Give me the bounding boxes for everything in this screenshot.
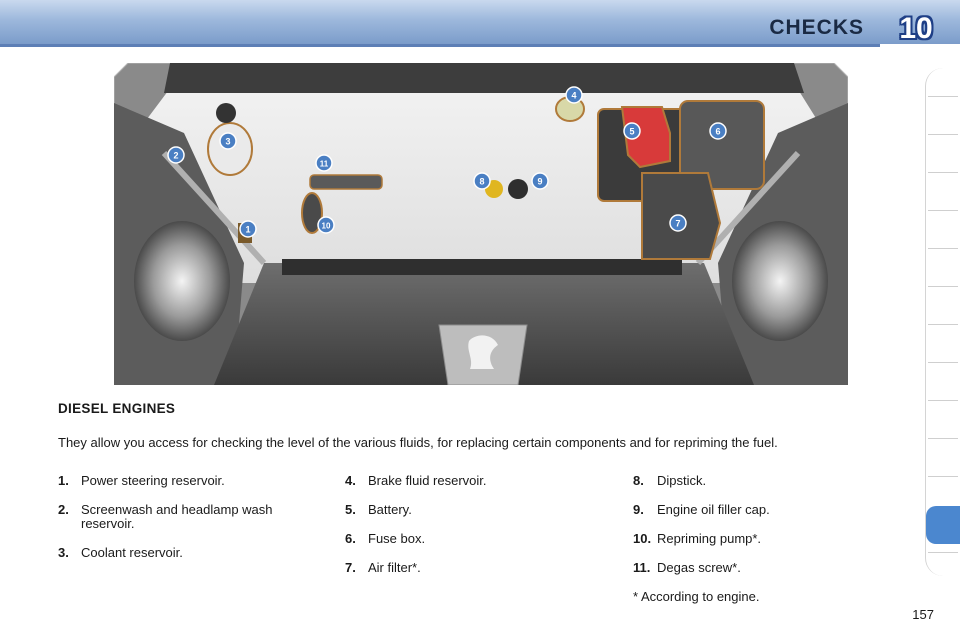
chapter-tab[interactable] bbox=[928, 286, 958, 287]
chapter-tab[interactable] bbox=[928, 210, 958, 211]
svg-text:6: 6 bbox=[715, 126, 721, 137]
callout-10 bbox=[318, 217, 334, 233]
svg-text:11: 11 bbox=[319, 159, 329, 169]
chapter-tab[interactable] bbox=[928, 96, 958, 97]
page-header bbox=[0, 0, 960, 50]
svg-text:10: 10 bbox=[321, 221, 331, 231]
chapter-tab[interactable] bbox=[928, 324, 958, 325]
svg-text:5: 5 bbox=[629, 126, 635, 137]
svg-text:9: 9 bbox=[537, 176, 543, 187]
component-list-column-3 bbox=[633, 474, 903, 604]
callout-2 bbox=[168, 147, 184, 163]
right-headlamp bbox=[732, 221, 828, 341]
section-title: DIESEL ENGINES bbox=[58, 401, 176, 416]
chapter-tab[interactable] bbox=[928, 476, 958, 477]
oil-filler-cap bbox=[508, 179, 528, 199]
callout-3 bbox=[220, 133, 236, 149]
list-item: 11. Degas screw*. bbox=[633, 560, 741, 575]
svg-text:1: 1 bbox=[245, 224, 251, 235]
svg-text:7: 7 bbox=[675, 218, 681, 229]
chapter-tab-active[interactable] bbox=[926, 506, 960, 544]
list-item: 10. Repriming pump*. bbox=[633, 531, 762, 546]
svg-text:2: 2 bbox=[173, 150, 179, 161]
chapter-tab[interactable] bbox=[928, 172, 958, 173]
bonnet-front-edge bbox=[282, 259, 682, 275]
callout-11 bbox=[316, 155, 332, 171]
list-item: 3. Coolant reservoir. bbox=[58, 545, 183, 560]
chapter-title: CHECKS bbox=[769, 16, 864, 39]
list-item: 9. Engine oil filler cap. bbox=[633, 502, 770, 517]
callout-1 bbox=[240, 221, 256, 237]
chapter-tab[interactable] bbox=[928, 134, 958, 135]
chapter-number-badge bbox=[894, 8, 938, 50]
list-item: 4. Brake fluid reservoir. bbox=[345, 473, 487, 488]
page-number: 157 bbox=[912, 607, 934, 622]
component-list-column-2 bbox=[345, 474, 607, 590]
header-line bbox=[0, 44, 880, 47]
intro-paragraph: They allow you access for checking the level of the various fluids, for replacing certain components and for repriming the fuel. bbox=[58, 435, 778, 450]
svg-text:8: 8 bbox=[479, 176, 485, 187]
left-headlamp bbox=[134, 221, 230, 341]
chapter-tab[interactable] bbox=[928, 552, 958, 553]
windscreen-scuttle bbox=[164, 63, 804, 93]
list-item: 6. Fuse box. bbox=[345, 531, 426, 546]
callout-9 bbox=[532, 173, 548, 189]
callout-7 bbox=[670, 215, 686, 231]
svg-text:4: 4 bbox=[571, 90, 577, 101]
list-item: 7. Air filter*. bbox=[345, 560, 421, 575]
list-item: 2. Screenwash and headlamp wash reservoir. bbox=[58, 502, 273, 531]
callout-8 bbox=[474, 173, 490, 189]
chapter-tab[interactable] bbox=[928, 400, 958, 401]
callout-4 bbox=[566, 87, 582, 103]
coolant-cap bbox=[216, 103, 236, 123]
chapter-tabs bbox=[925, 68, 960, 576]
list-item: 8. Dipstick. bbox=[633, 473, 707, 488]
chapter-number: 10 bbox=[899, 12, 933, 45]
degas-screw-line bbox=[310, 175, 382, 189]
component-list-column-1 bbox=[58, 474, 320, 575]
callout-6 bbox=[710, 123, 726, 139]
list-item: 5. Battery. bbox=[345, 502, 412, 517]
callout-5 bbox=[624, 123, 640, 139]
engine-bay-illustration bbox=[114, 63, 848, 385]
chapter-tab[interactable] bbox=[928, 248, 958, 249]
list-item: 1. Power steering reservoir. bbox=[58, 473, 225, 488]
footnote: * According to engine. bbox=[633, 589, 760, 604]
svg-text:3: 3 bbox=[225, 136, 231, 147]
chapter-tab[interactable] bbox=[928, 438, 958, 439]
chapter-tab[interactable] bbox=[928, 362, 958, 363]
